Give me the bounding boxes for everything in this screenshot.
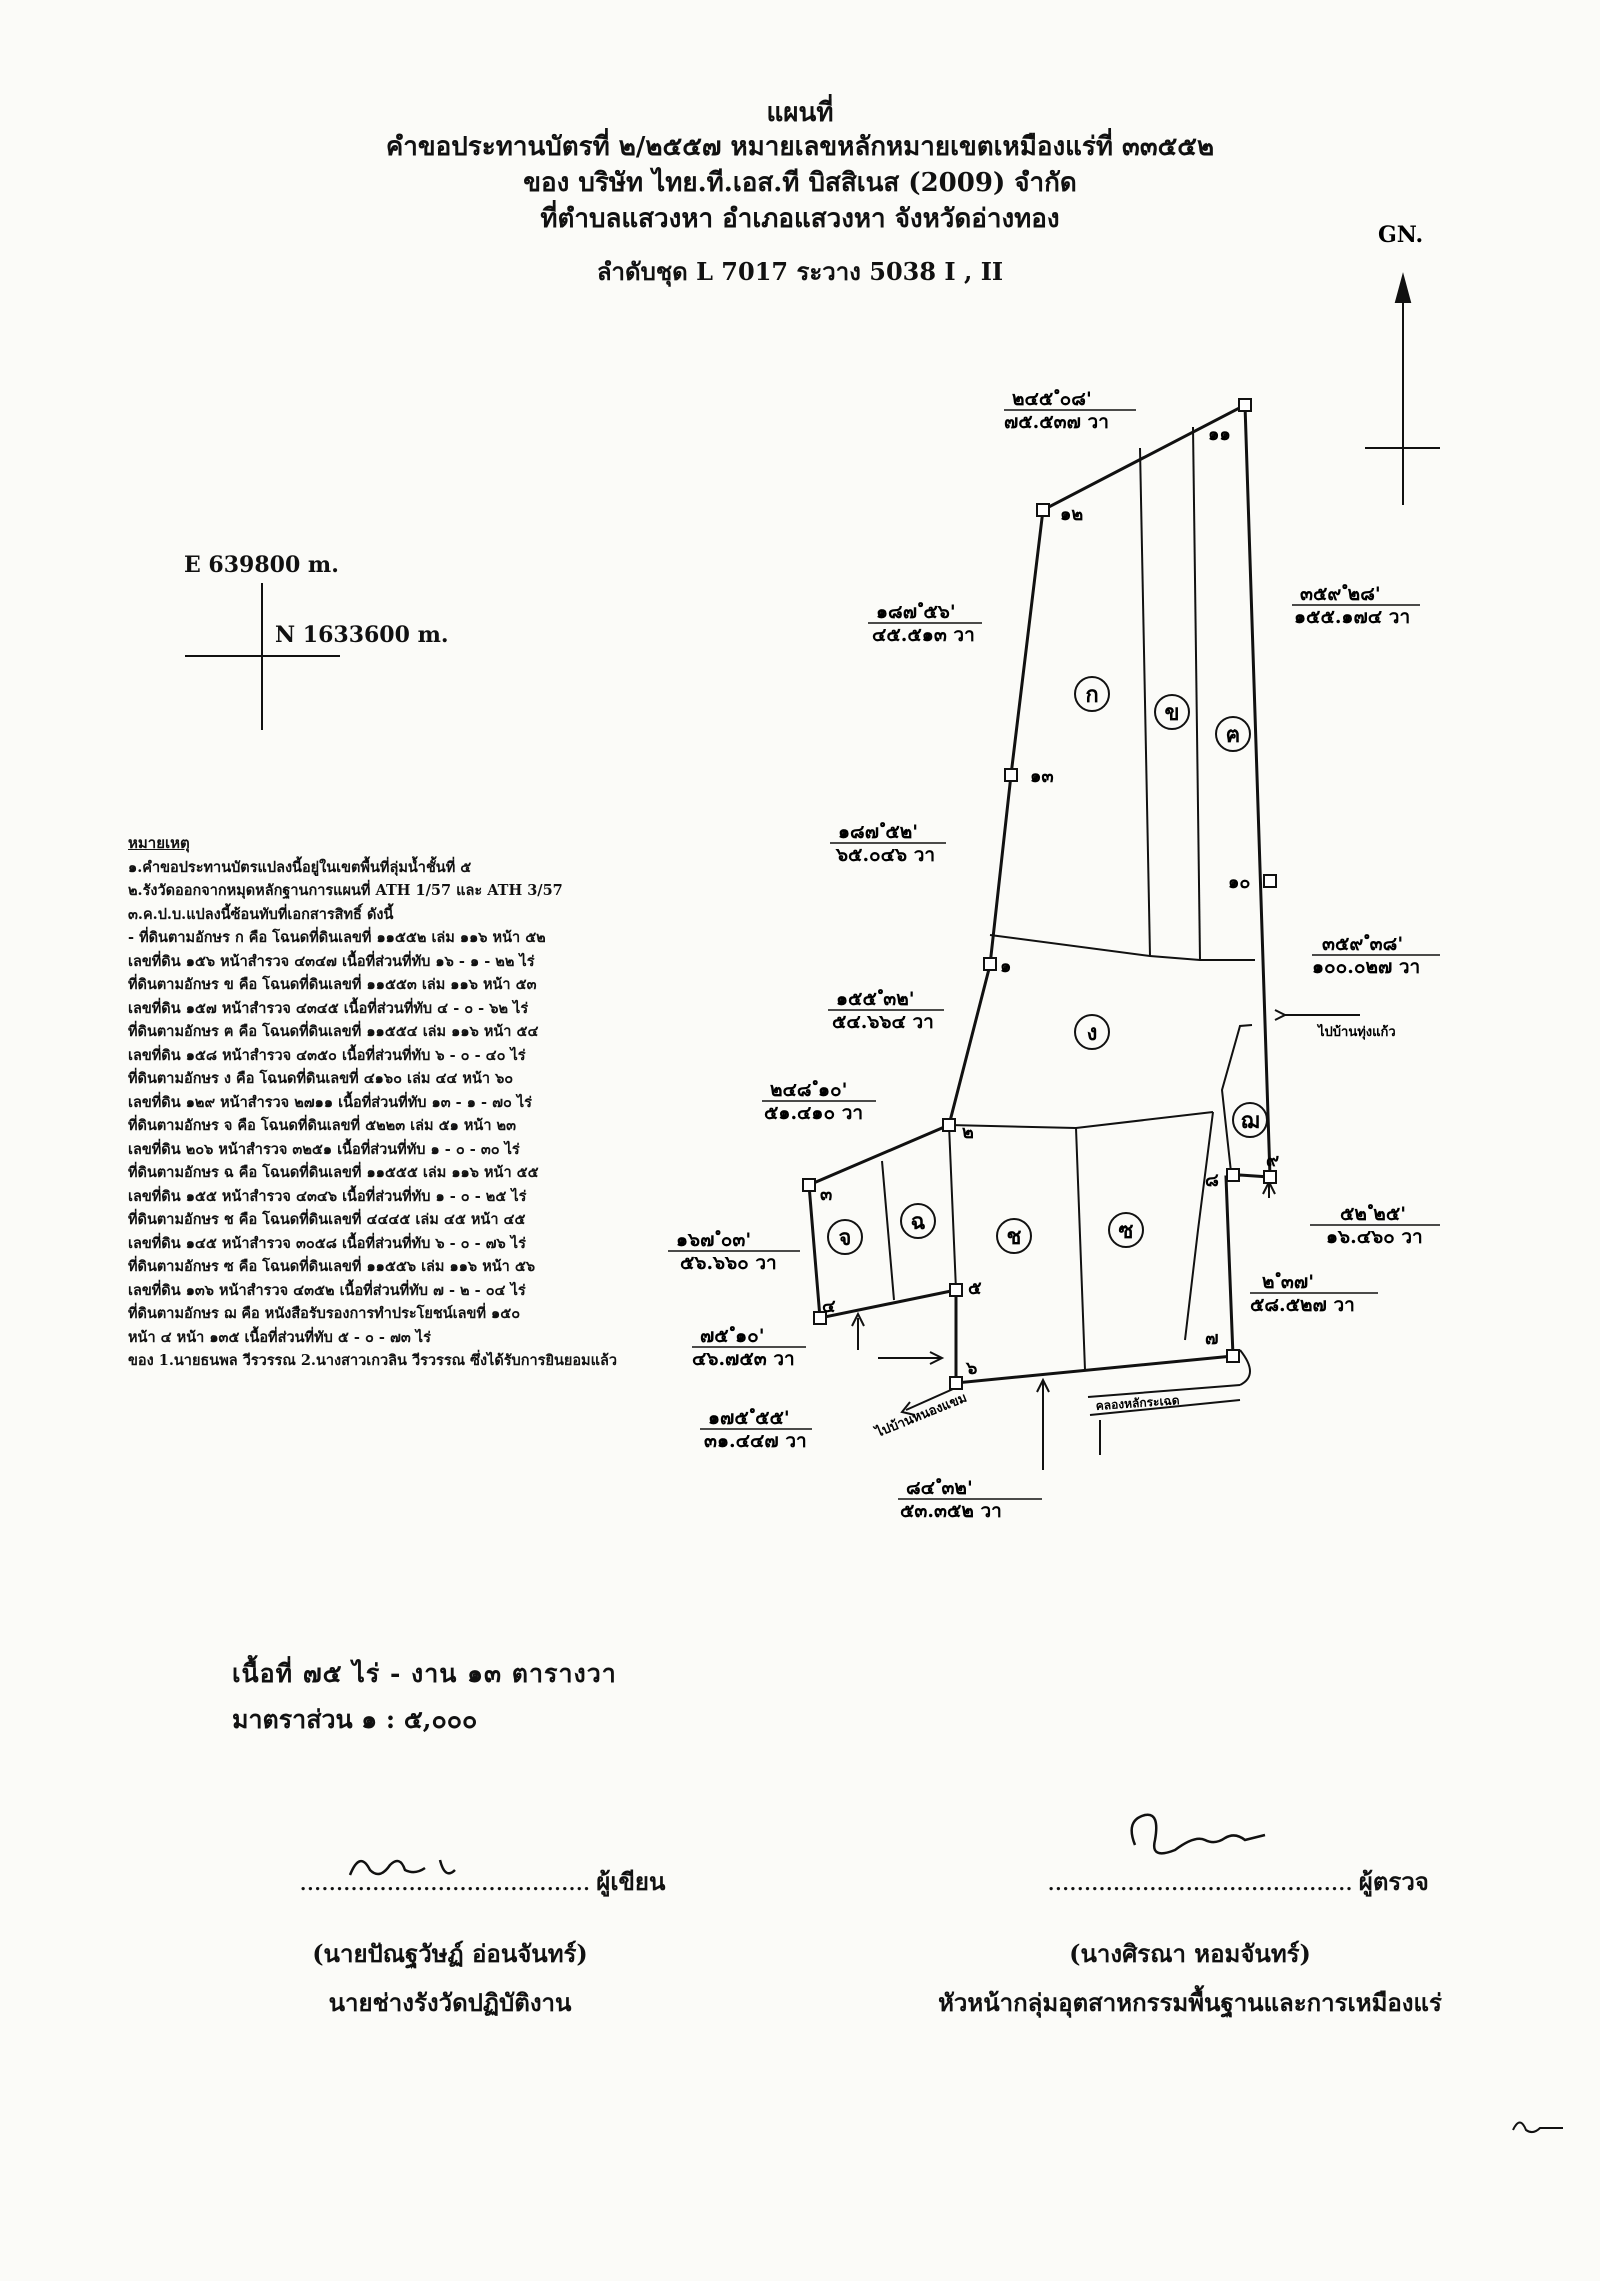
bearing-angle: ๒๔๘ ํ๑๐': [770, 1079, 848, 1101]
point-label: ๗: [1205, 1328, 1219, 1349]
writer-role: ผู้เขียน: [596, 1867, 666, 1896]
parcel-label: ช: [1006, 1224, 1022, 1250]
bearing-angle: ๓๕๙ ํ๓๘': [1322, 933, 1404, 955]
parcel-circles: [828, 677, 1267, 1254]
bearing-distance: ๕๖.๖๖๐ วา: [680, 1252, 777, 1274]
bearing-distance: ๕๓.๓๕๒ วา: [900, 1500, 1002, 1522]
notes-heading: หมายเหตุ: [128, 834, 190, 852]
bearing-distance: ๕๑.๔๑๐ วา: [764, 1102, 864, 1124]
note-line: ๓.ค.ป.บ.แปลงนี้ซ้อนทับที่เอกสารสิทธิ์ ดังนี้: [128, 905, 394, 923]
north-arrow-icon: [1365, 276, 1440, 505]
bearing-angle: ๑๘๗ ํ๕๒': [838, 821, 919, 843]
note-line: ๑.คำขอประทานบัตรแปลงนี้อยู่ในเขตพื้นที่ลุ่มน้ำชั้นที่ ๕: [128, 858, 472, 876]
bearing-distance: ๔๖.๗๕๓ วา: [692, 1348, 795, 1370]
bearing-angle: ๑๖๗ ํ๐๓': [676, 1229, 752, 1251]
bearing-distance: ๑๕๕.๑๗๔ วา: [1294, 606, 1411, 628]
coordinate-cross-icon: [185, 583, 340, 730]
parcel-label: ฉ: [910, 1209, 926, 1235]
parcel-divisions: [882, 427, 1255, 1370]
bearing-labels: [668, 388, 1440, 1522]
canal-label: คลองหลักระเฉด: [1095, 1393, 1180, 1413]
note-line: เลขที่ดิน ๑๓๖ หน้าสำรวจ ๔๓๕๒ เนื้อที่ส่วนที่ทับ ๗ - ๒ - ๐๔ ไร่: [128, 1281, 526, 1299]
area-text: เนื้อที่ ๗๕ ไร่ - งาน ๑๓ ตารางวา: [232, 1659, 617, 1688]
note-line: ที่ดินตามอักษร จ คือ โฉนดที่ดินเลขที่ ๕๒๒๓ เล่ม ๕๑ หน้า ๒๓: [128, 1117, 516, 1134]
bearing-angle: ๒๔๕ ํ๐๘': [1012, 388, 1092, 410]
company-line: ของ บริษัท ไทย.ที.เอส.ที บิสสิเนส (2009) จำกัด: [523, 168, 1077, 198]
note-line: เลขที่ดิน ๑๔๕ หน้าสำรวจ ๓๐๕๘ เนื้อที่ส่วนที่ทับ ๖ - ๐ - ๗๖ ไร่: [128, 1234, 526, 1252]
point-label: ๑๒: [1060, 504, 1084, 525]
point-label: ๑๐: [1228, 872, 1251, 893]
point-label: ๑๓: [1030, 766, 1054, 787]
point-label: ๔: [822, 1296, 836, 1317]
notes-block: [128, 832, 708, 1373]
parcel-label: ซ: [1118, 1218, 1134, 1244]
writer-name: (นายปัณฐวัษฏ์ อ่อนจันทร์): [312, 1939, 588, 1968]
note-line: เลขที่ดิน ๑๒๙ หน้าสำรวจ ๒๗๑๑ เนื้อที่ส่วนที่ทับ ๑๓ - ๑ - ๗๐ ไร่: [128, 1093, 532, 1111]
bearing-angle: ๑๘๗ ํ๕๖': [876, 601, 956, 623]
point-label: ๙: [1266, 1150, 1280, 1171]
note-line: เลขที่ดิน ๑๕๖ หน้าสำรวจ ๔๓๔๗ เนื้อที่ส่วนที่ทับ ๑๖ - ๑ - ๒๒ ไร่: [128, 952, 535, 970]
point-label: ๖: [966, 1358, 978, 1379]
parcel-label: ก: [1085, 682, 1099, 708]
note-line: ที่ดินตามอักษร ง คือ โฉนดที่ดินเลขที่ ๔๑๖๐ เล่ม ๔๔ หน้า ๖๐: [128, 1070, 514, 1087]
checker-position: หัวหน้ากลุ่มอุตสาหกรรมพื้นฐานและการเหมืองแร่: [938, 1988, 1442, 2017]
road-south-label: ไปบ้านหนองแขม: [873, 1390, 970, 1441]
point-label: ๘: [1205, 1170, 1219, 1191]
note-line: ที่ดินตามอักษร ฌ คือ หนังสือรับรองการทำประโยชน์เลขที่ ๑๕๐: [128, 1305, 521, 1322]
road-east-label: ไปบ้านทุ่งแก้ว: [1318, 1025, 1396, 1040]
checker-role: ผู้ตรวจ: [1358, 1867, 1429, 1896]
point-label: ๑๑: [1208, 424, 1231, 445]
writer-position: นายช่างรังวัดปฏิบัติงาน: [328, 1988, 572, 2017]
point-label: ๒: [962, 1122, 974, 1143]
note-line: เลขที่ดิน ๑๕๕ หน้าสำรวจ ๔๓๔๖ เนื้อที่ส่วนที่ทับ ๑ - ๐ - ๒๕ ไร่: [128, 1187, 527, 1205]
bearing-angle: ๘๔ ํ๓๒': [906, 1477, 973, 1499]
note-line: หน้า ๔ หน้า ๑๓๕ เนื้อที่ส่วนที่ทับ ๕ - ๐ - ๗๓ ไร่: [128, 1328, 431, 1346]
checker-name: (นางศิรณา หอมจันทร์): [1069, 1939, 1311, 1968]
bearing-angle: ๓๕๙ ํ๒๘': [1300, 583, 1381, 605]
bearing-angle: ๑๗๕ ํ๕๕': [708, 1407, 790, 1429]
sheet-line: ลำดับชุด L 7017 ระวาง 5038 I , II: [596, 257, 1004, 286]
checker-signature-line: ..........................................: [1048, 1874, 1354, 1895]
point-label: ๕: [968, 1278, 982, 1299]
bearing-distance: ๖๕.๐๔๖ วา: [836, 844, 936, 866]
note-line: ที่ดินตามอักษร ช คือ โฉนดที่ดินเลขที่ ๔๔๔๕ เล่ม ๔๕ หน้า ๔๕: [128, 1211, 526, 1228]
bearing-angle: ๑๕๕ ํ๓๒': [836, 988, 915, 1010]
scale-text: มาตราส่วน ๑ : ๕,๐๐๐: [232, 1705, 478, 1734]
note-line: เลขที่ดิน ๑๕๘ หน้าสำรวจ ๔๓๕๐ เนื้อที่ส่วนที่ทับ ๖ - ๐ - ๔๐ ไร่: [128, 1046, 526, 1064]
point-label: ๑: [1000, 956, 1012, 977]
note-line: เลขที่ดิน ๑๕๗ หน้าสำรวจ ๔๓๔๕ เนื้อที่ส่วนที่ทับ ๔ - ๐ - ๖๒ ไร่: [128, 999, 529, 1017]
note-line: ของ 1.นายธนพล วีรวรรณ 2.นางสาวเกวลิน วีรวรรณ ซึ่งได้รับการยินยอมแล้ว: [128, 1352, 617, 1369]
parcel-label: ฌ: [1240, 1108, 1260, 1134]
parcel-label: ข: [1164, 700, 1180, 726]
bearing-angle: ๕๒ ํ๒๕': [1340, 1203, 1407, 1225]
note-line: ที่ดินตามอักษร ซ คือ โฉนดที่ดินเลขที่ ๑๑๕๕๖ เล่ม ๑๑๖ หน้า ๕๖: [128, 1258, 536, 1275]
writer-signature-line: ........................................: [300, 1874, 591, 1895]
note-line: ที่ดินตามอักษร ฉ คือ โฉนดที่ดินเลขที่ ๑๑๕๕๕ เล่ม ๑๑๖ หน้า ๕๕: [128, 1164, 539, 1181]
note-line: เลขที่ดิน ๒๐๖ หน้าสำรวจ ๓๒๕๑ เนื้อที่ส่วนที่ทับ ๑ - ๐ - ๓๐ ไร่: [128, 1140, 520, 1158]
easting-label: E 639800 m.: [184, 552, 339, 578]
note-line: ๒.รังวัดออกจากหมุดหลักฐานการแผนที่ ATH 1/57 และ ATH 3/57: [128, 882, 563, 899]
bearing-distance: ๗๕.๕๓๗ วา: [1004, 411, 1109, 433]
note-line: ที่ดินตามอักษร ฅ คือ โฉนดที่ดินเลขที่ ๑๑๕๕๔ เล่ม ๑๑๖ หน้า ๕๔: [128, 1023, 539, 1040]
bearing-distance: ๑๐๐.๐๒๗ วา: [1312, 956, 1421, 978]
note-line: ที่ดินตามอักษร ข คือ โฉนดที่ดินเลขที่ ๑๑๕๕๓ เล่ม ๑๑๖ หน้า ๕๓: [128, 976, 537, 993]
bearing-angle: ๒ ํ๓๗': [1262, 1271, 1315, 1293]
request-line: คำขอประทานบัตรที่ ๒/๒๕๕๗ หมายเลขหลักหมายเขตเหมืองแร่ที่ ๓๓๕๕๒: [385, 132, 1215, 162]
bearing-distance: ๔๕.๕๑๓ วา: [872, 624, 975, 646]
point-label: ๓: [820, 1184, 833, 1205]
checker-signature-icon: [1115, 1800, 1295, 1870]
bearing-distance: ๕๘.๕๒๗ วา: [1250, 1294, 1355, 1316]
location-line: ที่ตำบลแสวงหา อำเภอแสวงหา จังหวัดอ่างทอง: [540, 204, 1060, 234]
bearing-angle: ๗๕ ํ๑๐': [700, 1325, 765, 1347]
note-line: - ที่ดินตามอักษร ก คือ โฉนดที่ดินเลขที่ ๑๑๕๕๒ เล่ม ๑๑๖ หน้า ๕๒: [128, 929, 546, 946]
parcel-label: จ: [838, 1225, 852, 1251]
bearing-distance: ๑๖.๔๖๐ วา: [1326, 1226, 1423, 1248]
map-title: แผนที่: [766, 98, 834, 128]
parcel-label: ฅ: [1225, 722, 1241, 748]
north-label: GN.: [1378, 222, 1424, 248]
parcel-label: ง: [1086, 1020, 1098, 1046]
bearing-distance: ๕๔.๖๖๔ วา: [832, 1011, 934, 1033]
initial-mark-icon: [1508, 2110, 1568, 2140]
boundary-polygon: [809, 405, 1270, 1383]
northing-label: N 1633600 m.: [275, 622, 449, 648]
bearing-distance: ๓๑.๔๔๗ วา: [704, 1430, 807, 1452]
